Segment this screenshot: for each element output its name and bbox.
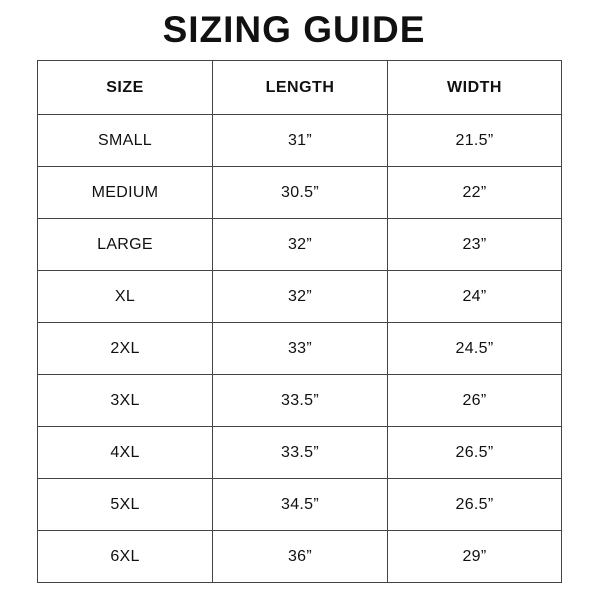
size-cell: XL [38, 271, 213, 323]
sizing-table [37, 60, 562, 583]
size-cell: 6XL [38, 531, 213, 583]
table-row [38, 427, 562, 479]
table-row [38, 479, 562, 531]
size-cell: 2XL [38, 323, 213, 375]
length-cell: 32” [213, 219, 388, 271]
length-cell: 36” [213, 531, 388, 583]
table-row [38, 323, 562, 375]
size-cell: SMALL [38, 115, 213, 167]
size-cell: 3XL [38, 375, 213, 427]
width-cell: 26” [388, 375, 562, 427]
page-title: SIZING GUIDE [162, 9, 426, 50]
width-cell: 24” [388, 271, 562, 323]
size-cell: MEDIUM [38, 167, 213, 219]
width-cell: 23” [388, 219, 562, 271]
table-row [38, 375, 562, 427]
length-cell: 30.5” [213, 167, 388, 219]
column-header-width: WIDTH [388, 61, 562, 115]
size-cell: 4XL [38, 427, 213, 479]
length-cell: 31” [213, 115, 388, 167]
size-cell: LARGE [38, 219, 213, 271]
table-header-row [38, 61, 562, 115]
length-cell: 34.5” [213, 479, 388, 531]
width-cell: 29” [388, 531, 562, 583]
width-cell: 26.5” [388, 427, 562, 479]
size-cell: 5XL [38, 479, 213, 531]
length-cell: 33” [213, 323, 388, 375]
length-cell: 33.5” [213, 427, 388, 479]
column-header-length: LENGTH [213, 61, 388, 115]
table-row [38, 271, 562, 323]
length-cell: 32” [213, 271, 388, 323]
width-cell: 22” [388, 167, 562, 219]
length-cell: 33.5” [213, 375, 388, 427]
width-cell: 21.5” [388, 115, 562, 167]
table-row [38, 115, 562, 167]
table-row [38, 219, 562, 271]
width-cell: 24.5” [388, 323, 562, 375]
column-header-size: SIZE [38, 61, 213, 115]
width-cell: 26.5” [388, 479, 562, 531]
table-row [38, 167, 562, 219]
table-row [38, 531, 562, 583]
